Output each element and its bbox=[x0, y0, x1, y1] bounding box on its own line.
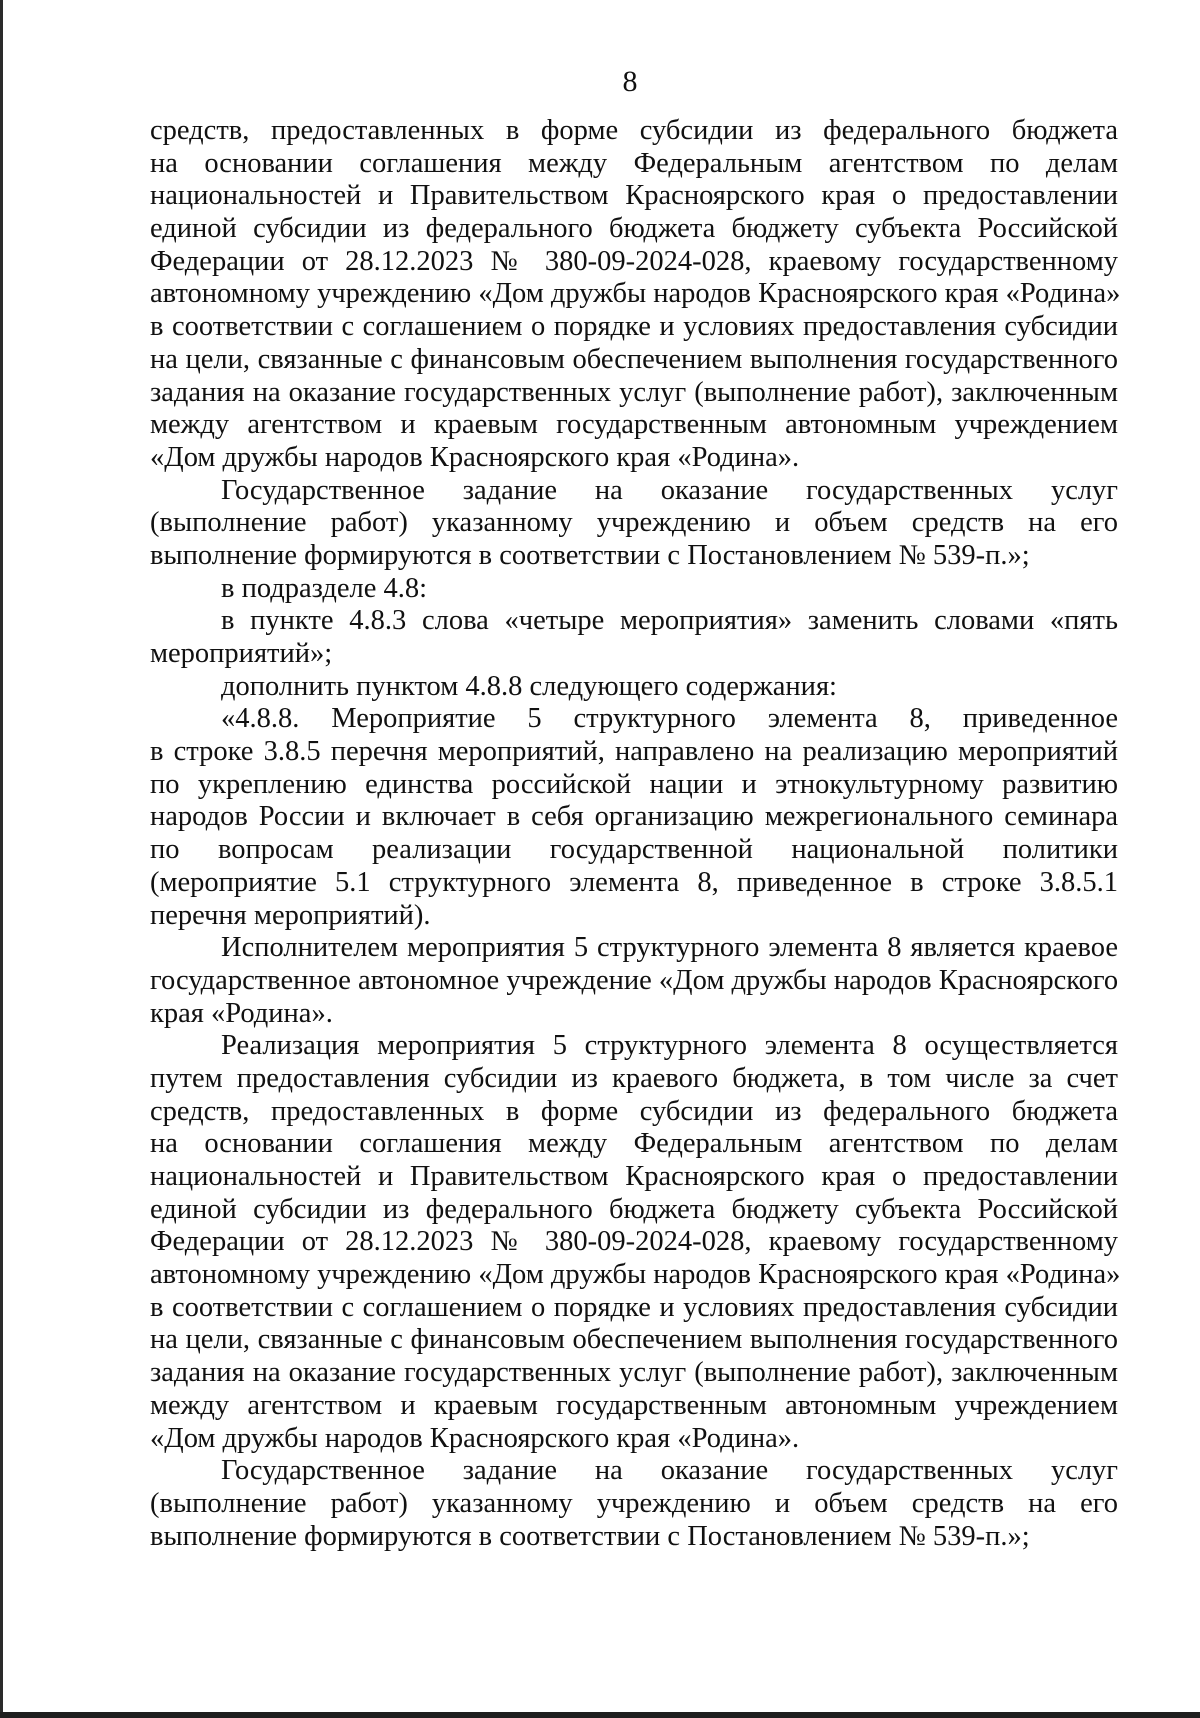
text-line: Государственное задание на оказание государственных услуг bbox=[221, 474, 1118, 506]
text-line: в пункте 4.8.3 слова «четыре мероприятия» заменить словами «пять bbox=[221, 605, 1118, 637]
text-line: национальностей и Правительством Красноярского края о предоставлении bbox=[150, 1161, 1118, 1192]
text-line: выполнение формируются в соответствии с Постановлением № 539-п.»; bbox=[150, 1520, 1030, 1552]
text-line: между агентством и краевым государственным автономным учреждением bbox=[150, 409, 1118, 441]
text-line: «Дом дружбы народов Красноярского края «Родина». bbox=[150, 1422, 800, 1454]
text-line: единой субсидии из федерального бюджета бюджету субъекта Российской bbox=[150, 213, 1118, 245]
text-line: задания на оказание государственных услуг (выполнение работ), заключенным bbox=[150, 1357, 1118, 1389]
text-line: Федерации от 28.12.2023 № 380-09-2024-028, краевому государственному bbox=[150, 245, 1118, 277]
text-line: автономному учреждению «Дом дружбы народов Красноярского края «Родина» bbox=[150, 278, 1121, 310]
text-line: государственное автономное учреждение «Дом дружбы народов Красноярского bbox=[150, 964, 1119, 996]
text-line: в соответствии с соглашением о порядке и условиях предоставления субсидии bbox=[150, 1291, 1118, 1323]
text-line: на основании соглашения между Федеральным агентством по делам bbox=[150, 1128, 1118, 1160]
text-line: средств, предоставленных в форме субсидии из федерального бюджета bbox=[150, 1095, 1118, 1127]
text-line: дополнить пунктом 4.8.8 следующего содержания: bbox=[221, 670, 837, 702]
text-line: (выполнение работ) указанному учреждению и объем средств на его bbox=[150, 507, 1118, 539]
text-line: на цели, связанные с финансовым обеспечением выполнения государственного bbox=[150, 1324, 1118, 1356]
text-line: (мероприятие 5.1 структурного элемента 8, приведенное в строке 3.8.5.1 bbox=[150, 866, 1118, 898]
text-line: в соответствии с соглашением о порядке и условиях предоставления субсидии bbox=[150, 311, 1118, 343]
text-line: края «Родина». bbox=[150, 997, 333, 1029]
text-line: путем предоставления субсидии из краевого бюджета, в том числе за счет bbox=[150, 1062, 1118, 1094]
text-line: Исполнителем мероприятия 5 структурного элемента 8 является краевое bbox=[221, 932, 1118, 964]
text-line: в строке 3.8.5 перечня мероприятий, направлено на реализацию мероприятий bbox=[150, 736, 1118, 768]
text-line: автономному учреждению «Дом дружбы народов Красноярского края «Родина» bbox=[150, 1259, 1121, 1291]
page-number: 8 bbox=[622, 65, 638, 98]
text-line: «Дом дружбы народов Красноярского края «Родина». bbox=[150, 441, 800, 473]
text-line: средств, предоставленных в форме субсидии из федерального бюджета bbox=[150, 115, 1118, 146]
text-line: национальностей и Правительством Красноярского края о предоставлении bbox=[150, 180, 1118, 212]
text-line: по вопросам реализации государственной национальной политики bbox=[150, 834, 1118, 866]
text-line: по укреплению единства российской нации и этнокультурному развитию bbox=[150, 768, 1118, 800]
text-line: «4.8.8. Мероприятие 5 структурного элемента 8, приведенное bbox=[221, 703, 1118, 735]
text-line: задания на оказание государственных услуг (выполнение работ), заключенным bbox=[150, 376, 1118, 408]
text-line: на цели, связанные с финансовым обеспечением выполнения государственного bbox=[150, 343, 1118, 375]
text-line: в подразделе 4.8: bbox=[221, 572, 428, 604]
text-line: Государственное задание на оказание государственных услуг bbox=[221, 1455, 1118, 1487]
text-line: народов России и включает в себя организацию межрегионального семинара bbox=[150, 801, 1118, 833]
text-line: Реализация мероприятия 5 структурного элемента 8 осуществляется bbox=[221, 1030, 1118, 1062]
text-line: (выполнение работ) указанному учреждению и объем средств на его bbox=[150, 1487, 1118, 1519]
text-line: Федерации от 28.12.2023 № 380-09-2024-028, краевому государственному bbox=[150, 1226, 1118, 1258]
text-line: перечня мероприятий). bbox=[150, 899, 431, 931]
text-line: единой субсидии из федерального бюджета бюджету субъекта Российской bbox=[150, 1193, 1118, 1225]
text-line: мероприятий»; bbox=[150, 638, 333, 669]
document-body bbox=[150, 115, 1121, 1553]
text-line: на основании соглашения между Федеральным агентством по делам bbox=[150, 147, 1118, 179]
text-line: между агентством и краевым государственным автономным учреждением bbox=[150, 1389, 1118, 1421]
text-line: выполнение формируются в соответствии с Постановлением № 539-п.»; bbox=[150, 539, 1030, 571]
